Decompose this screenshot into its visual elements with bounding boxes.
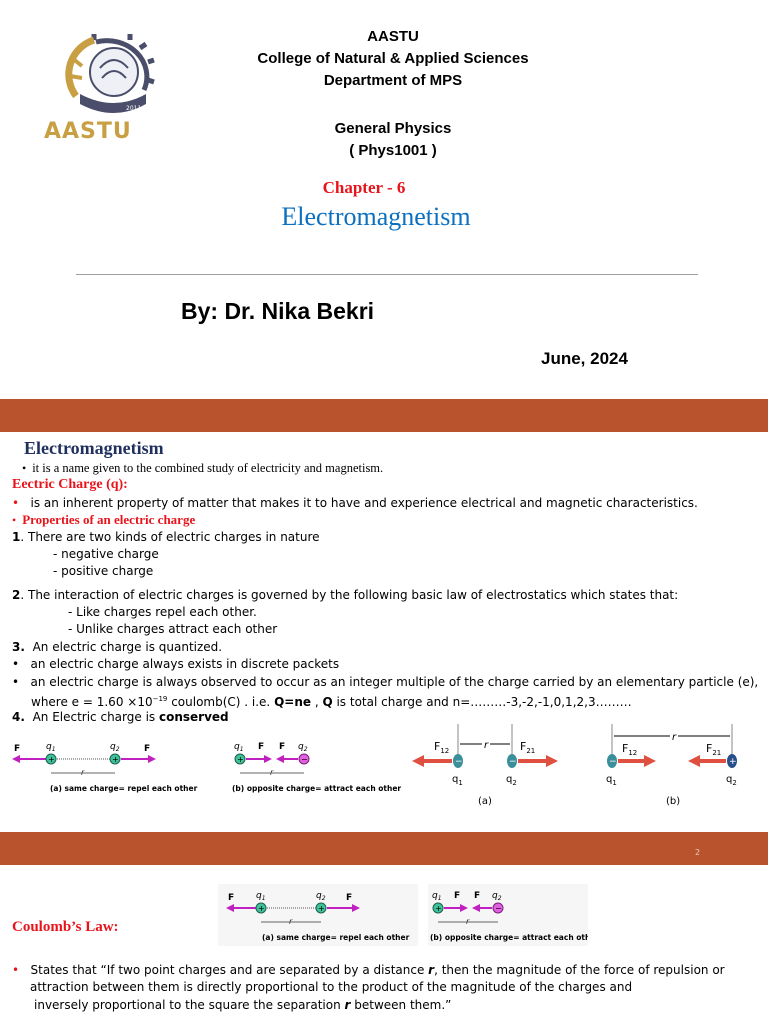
svg-text:F21: $F_{21}$ bbox=[706, 742, 722, 757]
bullet: • bbox=[12, 513, 23, 527]
sub-bullet-1 bbox=[12, 656, 339, 673]
header-institution bbox=[200, 26, 586, 92]
bullet: • bbox=[12, 963, 31, 977]
figure-same-charge bbox=[8, 736, 208, 796]
seal-year: 2011 bbox=[126, 105, 142, 112]
svg-text:q1: $q_1$ bbox=[46, 742, 56, 753]
svg-text:r: r bbox=[289, 917, 293, 926]
bullet: • bbox=[22, 461, 33, 475]
svg-text:q1: $q_1$ bbox=[606, 774, 617, 787]
property-2a: - Like charges repel each other. bbox=[68, 605, 257, 619]
property-text: . There are two kinds of electric charges in nature bbox=[20, 530, 320, 544]
properties-heading: Properties of an electric charge bbox=[22, 512, 196, 527]
text-part: , then the magnitude of the force of repulsion or bbox=[434, 963, 725, 977]
svg-text:q2: $q_2$ bbox=[492, 891, 502, 902]
svg-text:F: F bbox=[474, 891, 481, 901]
svg-text:r: r bbox=[672, 732, 677, 743]
caption-big-a: (a) bbox=[478, 796, 492, 807]
property-2 bbox=[12, 587, 678, 604]
figure-attract-b bbox=[590, 720, 750, 810]
svg-text:+: + bbox=[237, 755, 244, 764]
svg-text:q2: $q_2$ bbox=[726, 774, 737, 787]
svg-text:−: − bbox=[609, 757, 617, 767]
bullet-text: an electric charge always exists in discrete packets bbox=[30, 657, 340, 671]
slide-separator-band bbox=[0, 399, 768, 432]
symbol: Q bbox=[322, 695, 333, 709]
svg-text:q2: $q_2$ bbox=[298, 742, 308, 753]
intro-text: it is a name given to the combined study of electricity and magnetism. bbox=[32, 461, 384, 475]
svg-text:F: F bbox=[144, 744, 151, 754]
svg-text:F: F bbox=[346, 893, 353, 903]
svg-text:+: + bbox=[435, 904, 442, 913]
divider bbox=[76, 274, 698, 275]
bullet: • bbox=[12, 675, 31, 689]
svg-text:q1: $q_1$ bbox=[234, 742, 244, 753]
date: June, 2024 bbox=[541, 349, 628, 368]
text-part: between them.” bbox=[350, 998, 452, 1012]
figure-opposite-charge bbox=[224, 736, 404, 796]
bullet: • bbox=[12, 657, 31, 671]
property-3 bbox=[12, 639, 222, 656]
chapter-label: Chapter - 6 bbox=[322, 178, 406, 197]
caption-a: (a) same charge= repel each other bbox=[262, 933, 410, 942]
svg-text:−: − bbox=[455, 757, 463, 767]
svg-text:+: + bbox=[318, 904, 325, 913]
svg-text:r: r bbox=[270, 768, 274, 777]
course-name: General Physics bbox=[334, 120, 452, 137]
bullet: • bbox=[12, 496, 31, 510]
coulomb-law-label: Coulomb’s Law: bbox=[12, 919, 119, 935]
coulomb-statement-line-2: attraction between them is directly proportional to the product of the magnitude of the charges and bbox=[30, 980, 633, 994]
svg-text:q1: $q_1$ bbox=[452, 774, 463, 787]
list-number: 4. bbox=[12, 710, 25, 724]
figure-opposite-charge-2 bbox=[428, 884, 588, 946]
course-code: ( Phys1001 ) bbox=[349, 142, 437, 159]
property-2b: - Unlike charges attract each other bbox=[68, 622, 278, 636]
author: By: Dr. Nika Bekri bbox=[181, 298, 375, 324]
svg-text:+: + bbox=[729, 757, 737, 767]
property-1 bbox=[12, 529, 320, 546]
chapter-title: Electromagnetism bbox=[281, 202, 471, 231]
svg-text:q2: $q_2$ bbox=[110, 742, 120, 753]
svg-text:F: F bbox=[258, 742, 265, 752]
text-part: coulomb(C) . i.e. bbox=[167, 695, 275, 709]
property-text: . The interaction of electric charges is governed by the following basic law of electrostatics which states that: bbox=[20, 588, 679, 602]
property-4 bbox=[12, 709, 229, 726]
emphasis: conserved bbox=[158, 710, 229, 724]
property-1b: - positive charge bbox=[53, 564, 154, 578]
list-number: 3. bbox=[12, 640, 25, 654]
symbol: r bbox=[428, 963, 435, 977]
course-block bbox=[200, 118, 586, 162]
list-number: 2 bbox=[12, 588, 21, 602]
caption-b: (b) opposite charge= attract each other bbox=[232, 784, 402, 793]
caption-a: (a) same charge= repel each other bbox=[50, 784, 198, 793]
text-part: States that “If two point charges and are separated by a distance bbox=[30, 963, 429, 977]
svg-text:q1: $q_1$ bbox=[256, 891, 266, 902]
svg-text:−: − bbox=[495, 904, 502, 913]
exponent: −19 bbox=[152, 695, 168, 703]
svg-text:F12: $F_{12}$ bbox=[622, 742, 638, 757]
header-line: Department of MPS bbox=[323, 72, 463, 89]
caption-big-b: (b) bbox=[666, 796, 681, 807]
symbol: r bbox=[344, 998, 351, 1012]
property-1a: - negative charge bbox=[53, 547, 159, 561]
svg-text:q2: $q_2$ bbox=[506, 774, 517, 787]
charge-heading: Eectric Charge (q): bbox=[12, 477, 128, 492]
header-line: AASTU bbox=[367, 28, 419, 45]
force-label: F bbox=[14, 744, 21, 754]
property-text: An electric charge is quantized. bbox=[32, 640, 223, 654]
svg-text:−: − bbox=[509, 757, 517, 767]
figure-repel-a bbox=[410, 720, 560, 810]
sub-bullet-2 bbox=[12, 674, 758, 691]
svg-text:r: r bbox=[484, 740, 489, 751]
text-part: inversely proportional to the square the separation bbox=[34, 998, 345, 1012]
intro-line bbox=[22, 460, 383, 477]
svg-text:AASTU: AASTU bbox=[44, 119, 132, 144]
charge-definition bbox=[12, 495, 698, 512]
text-part: , bbox=[311, 695, 323, 709]
page-number: 2 bbox=[695, 848, 701, 857]
text-part: is total charge and n=………-3,-2,-1,0,1,2,3……… bbox=[332, 695, 632, 709]
sub-bullet-2-cont bbox=[31, 691, 632, 711]
svg-text:q2: $q_2$ bbox=[316, 891, 326, 902]
property-text: An Electric charge is bbox=[32, 710, 159, 724]
svg-text:+: + bbox=[48, 755, 55, 764]
svg-text:−: − bbox=[301, 755, 308, 764]
bullet-text: an electric charge is always observed to occur as an integer multiple of the charge carried by an elementary particle (e), bbox=[30, 675, 759, 689]
svg-text:r: r bbox=[81, 768, 85, 777]
svg-text:F: F bbox=[454, 891, 461, 901]
svg-text:q1: $q_1$ bbox=[432, 891, 442, 902]
section-heading: Electromagnetism bbox=[24, 438, 164, 458]
svg-text:F: F bbox=[279, 742, 286, 752]
figure-same-charge-2 bbox=[218, 884, 418, 946]
list-number: 1 bbox=[12, 530, 21, 544]
svg-text:r: r bbox=[466, 917, 470, 926]
svg-text:F12: $F_{12}$ bbox=[434, 740, 450, 755]
coulomb-statement-line-3 bbox=[34, 997, 451, 1014]
header-line: College of Natural & Applied Sciences bbox=[257, 50, 529, 67]
caption-b: (b) opposite charge= attract each other bbox=[430, 933, 588, 942]
formula: Q=ne bbox=[274, 695, 311, 709]
coulomb-statement-line-1 bbox=[12, 962, 725, 979]
svg-text:+: + bbox=[258, 904, 265, 913]
svg-text:F21: $F_{21}$ bbox=[520, 740, 536, 755]
properties-heading-line bbox=[12, 512, 195, 528]
aastu-logo bbox=[34, 28, 184, 146]
svg-text:+: + bbox=[112, 755, 119, 764]
svg-text:F: F bbox=[228, 893, 235, 903]
slide-separator-band bbox=[0, 832, 768, 865]
charge-definition-text: is an inherent property of matter that makes it to have and experience electrical and magnetic characteristics. bbox=[30, 496, 698, 510]
text-part: where e = 1.60 ×10 bbox=[31, 695, 153, 709]
